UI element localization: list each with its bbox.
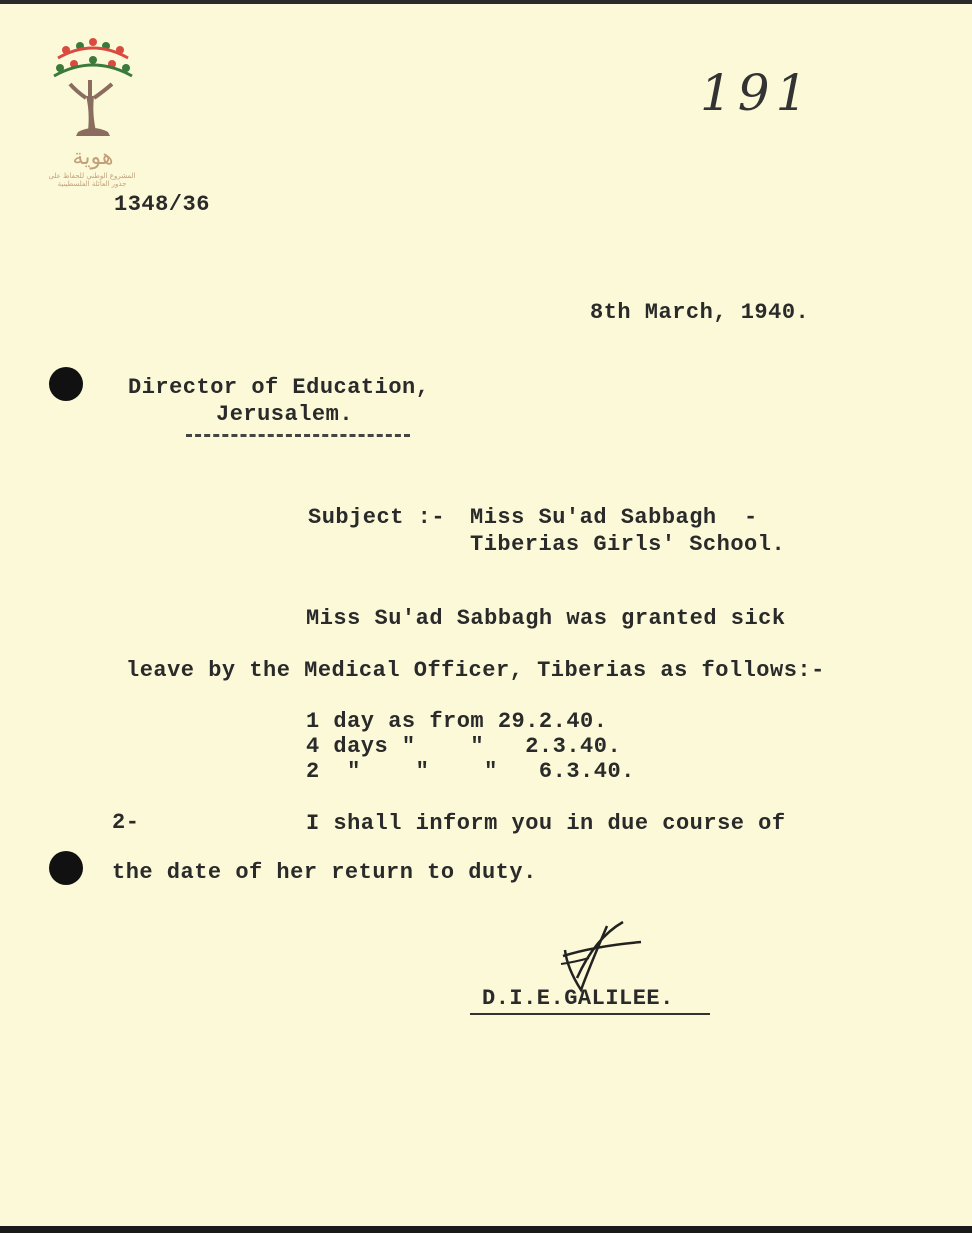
svg-text:هوية: هوية (72, 145, 114, 170)
logo-caption: المشروع الوطني للحفاظ على جذور العائلة الفلسطينية (48, 172, 136, 188)
paragraph-1-line2: leave by the Medical Officer, Tiberias as follows:- (126, 658, 825, 683)
leave-entry: 4 days " " 2.3.40. (306, 734, 622, 759)
paragraph-2-line2: the date of her return to duty. (112, 860, 537, 885)
reference-number: 1348/36 (114, 192, 210, 217)
letter-date: 8th March, 1940. (590, 300, 810, 325)
paragraph-1-line1: Miss Su'ad Sabbagh was granted sick (306, 606, 786, 631)
addressee-line1: Director of Education, (128, 375, 430, 400)
punch-hole-top (49, 367, 83, 401)
signature-underline (470, 1013, 710, 1015)
leave-entry: 1 day as from 29.2.40. (306, 709, 608, 734)
subject-line1: Miss Su'ad Sabbagh - (470, 505, 758, 530)
folio-number: 191 (700, 64, 814, 122)
addressee-line2: Jerusalem. (216, 402, 354, 427)
paragraph-2-number: 2- (112, 810, 140, 835)
paragraph-2-line1: I shall inform you in due course of (306, 811, 786, 836)
subject-label: Subject :- (308, 505, 446, 530)
subject-line2: Tiberias Girls' School. (470, 532, 786, 557)
signatory-title: D.I.E.GALILEE. (482, 986, 674, 1011)
punch-hole-bottom (49, 851, 83, 885)
family-tree-logo (48, 36, 138, 192)
addressee-underline (186, 434, 410, 437)
leave-entry: 2 " " " 6.3.40. (306, 759, 635, 784)
